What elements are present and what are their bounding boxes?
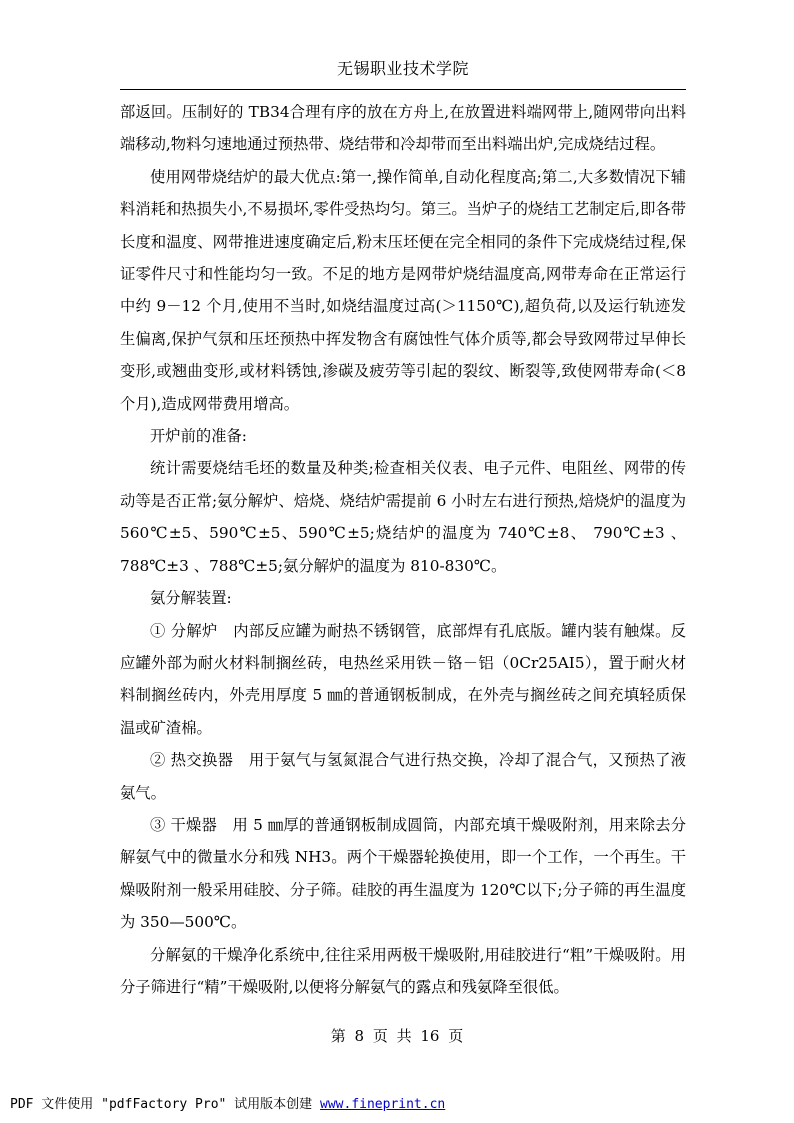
fineprint-link[interactable]: www.fineprint.cn xyxy=(320,1097,446,1112)
header-divider xyxy=(120,89,686,90)
paragraph-3-heading: 开炉前的准备: xyxy=(150,427,247,446)
page-header-title: 无锡职业技术学院 xyxy=(336,59,469,78)
pdf-note-text: PDF 文件使用 "pdfFactory Pro" 试用版本创建 xyxy=(10,1097,321,1112)
pdf-creator-note xyxy=(10,1093,445,1112)
paragraph-8: ③ 干燥器 用 5 ㎜厚的普通钢板制成圆筒，内部充填干燥吸附剂，用来除去分解氨气中的微量水分和残 NH3。两个干燥器轮换使用，即一个工作，一个再生。干燥吸附剂一般采用硅胶、分子筛。硅胶的再生温度为 120℃以下;分子筛的再生温度为 350—500℃。 xyxy=(120,815,686,932)
paragraph-6: ① 分解炉 内部反应罐为耐热不锈钢管，底部焊有孔底版。罐内装有触煤。反应罐外部为耐火材料制搁丝砖，电热丝采用铁－铬－铝（0Cr25AI5），置于耐火材料制搁丝砖内，外壳用厚度 5 ㎜的普通钢板制成，在外壳与搁丝砖之间充填轻质保温或矿渣棉。 xyxy=(120,621,686,737)
paragraph-5-heading: 氨分解装置: xyxy=(150,589,232,608)
paragraph-7: ② 热交换器 用于氨气与氢氮混合气进行热交换，冷却了混合气，又预热了液氨气。 xyxy=(120,751,686,802)
paragraph-2: 使用网带烧结炉的最大优点:第一,操作简单,自动化程度高;第二,大多数情况下辅料消耗和热损失小,不易损坏,零件受热均匀。第三。当炉子的烧结工艺制定后,即各带长度和温度、网带推进速度确定后,粉末压坯便在完全相同的条件下完成烧结过程,保证零件尺寸和性能均匀一致。不足的地方是网带炉烧结温度高,网带寿命在正常运行中约 9－12 个月,使用不当时,如烧结温度过高(＞1150℃),超负荷,以及运行轨迹发生偏离,保护气氛和压坯预热中挥发物含有腐蚀性气体介质等,都会导致网带过早伸长变形,或翘曲变形,或材料锈蚀,渗碳及疲劳等引起的裂纹、断裂等,致使网带寿命(＜8 个月),造成网带费用增高。 xyxy=(120,167,686,413)
paragraph-9: 分解氨的干燥净化系统中,往往采用两极干燥吸附,用硅胶进行“粗”干燥吸附。用分子筛进行“精”干燥吸附,以便将分解氨气的露点和残氨降至很低。 xyxy=(120,945,686,996)
paragraph-4: 统计需要烧结毛坯的数量及种类;检查相关仪表、电子元件、电阻丝、网带的传动等是否正常;氨分解炉、焙烧、烧结炉需提前 6 小时左右进行预热,焙烧炉的温度为 560℃±5、590℃±5、590℃±5;烧结炉的温度为 740℃±8、 790℃±3 、788℃±3 、788℃±5;氨分解炉的温度为 810-830℃。 xyxy=(120,459,686,575)
page-number: 第 8 页 共 16 页 xyxy=(330,1027,464,1045)
paragraph-1: 部返回。压制好的 TB34合理有序的放在方舟上,在放置进料端网带上,随网带向出料端移动,物料匀速地通过预热带、烧结带和冷却带而至出料端出炉,完成烧结过程。 xyxy=(120,103,686,154)
document-body xyxy=(120,96,686,1003)
